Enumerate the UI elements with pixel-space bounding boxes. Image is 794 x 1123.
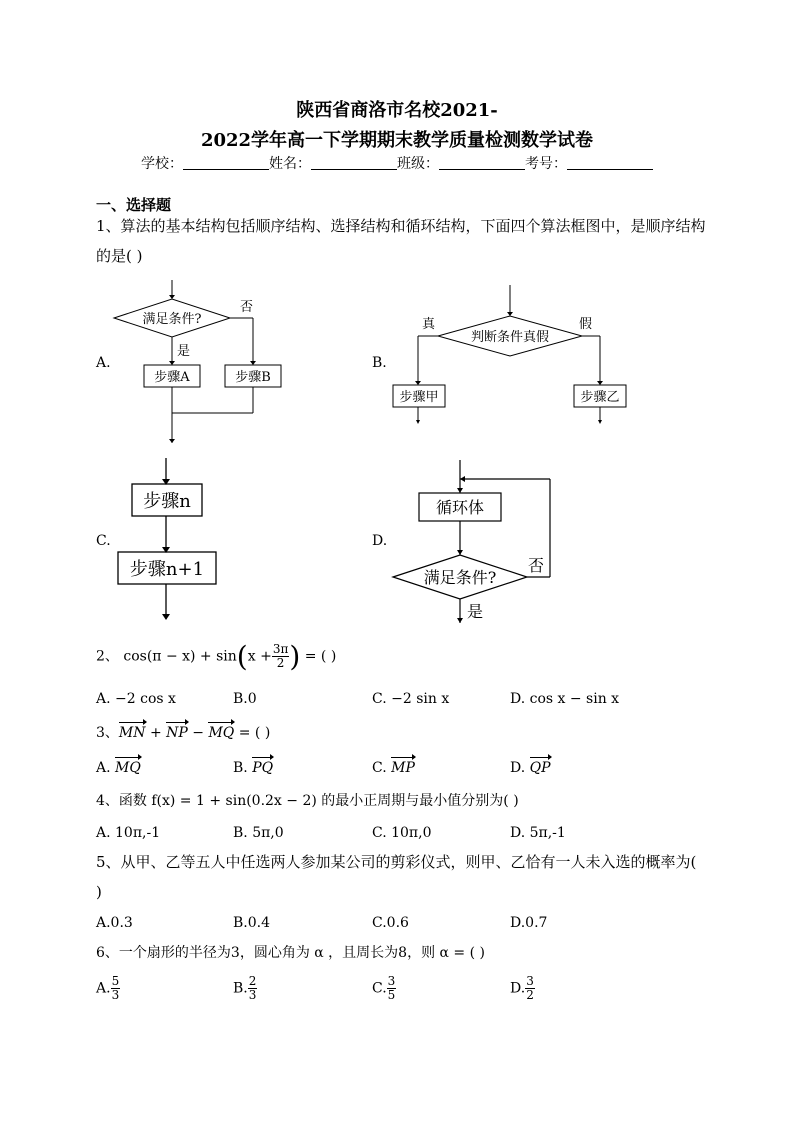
flowchart-d-condition: 满足条件?: [423, 568, 497, 587]
school-label: 学校：: [141, 156, 183, 172]
q1-option-a-label: A.: [96, 355, 111, 371]
flowchart-b: [385, 280, 645, 430]
option-vector: MP: [391, 760, 415, 776]
number-label: 考号：: [525, 156, 567, 172]
fraction-numerator: 5: [111, 974, 120, 988]
student-info-line: [0, 153, 794, 173]
q6-option-d[interactable]: [510, 975, 535, 1002]
q5-option-c[interactable]: C.0.6: [372, 915, 409, 931]
fraction-denominator: 3: [111, 988, 120, 1002]
fraction-denominator: 3: [248, 988, 257, 1002]
number-blank[interactable]: [567, 155, 653, 170]
question-1-text: 1、算法的基本结构包括顺序结构、选择结构和循环结构，下面四个算法框图中，是顺序结构的是( ): [96, 217, 706, 265]
q2-option-b[interactable]: B.0: [233, 691, 257, 707]
flowchart-b-condition: 判断条件真假: [470, 330, 550, 345]
vector-mn: MN: [118, 725, 146, 741]
flowchart-c: [112, 455, 232, 625]
class-label: 班级：: [397, 156, 439, 172]
option-fraction: [111, 975, 121, 1002]
q6-option-a[interactable]: [96, 975, 120, 1002]
option-letter: A.: [96, 760, 111, 776]
q2-option-c[interactable]: C. −2 sin x: [372, 691, 450, 707]
q5-option-a[interactable]: A.0.3: [96, 915, 133, 931]
class-blank[interactable]: [439, 155, 525, 170]
q4-option-a[interactable]: A. 10π,-1: [96, 825, 161, 841]
flowchart-d-no: 否: [528, 556, 545, 575]
option-letter: C.: [372, 980, 387, 997]
plus-sign: +: [149, 725, 162, 741]
flowchart-b-true: 真: [422, 317, 436, 332]
option-letter: B.: [233, 760, 248, 776]
q2-option-a[interactable]: A. −2 cos x: [96, 691, 176, 707]
flowchart-d: [385, 455, 565, 630]
q3-option-a[interactable]: [96, 760, 141, 776]
flowchart-a: [100, 275, 310, 450]
vector-np: NP: [166, 725, 188, 741]
question-6-text: 6、一个扇形的半径为3，圆心角为 α ，且周长为8，则 α = ( ): [96, 945, 485, 961]
q4-option-d[interactable]: D. 5π,-1: [510, 825, 566, 841]
q6-option-b[interactable]: [233, 975, 257, 1002]
option-letter: B.: [233, 980, 248, 997]
question-3-text: [96, 722, 270, 742]
question-3-tail: = ( ): [238, 725, 271, 741]
exam-title-line2: 2022学年高一下学期期末教学质量检测数学试卷: [200, 130, 594, 151]
option-fraction: [387, 975, 397, 1002]
option-fraction: [525, 975, 535, 1002]
question-5-text: 5、从甲、乙等五人中任选两人参加某公司的剪彩仪式，则甲、乙恰有一人未入选的概率为( ): [96, 853, 697, 901]
q1-option-c-label: C.: [96, 533, 111, 549]
minus-sign: −: [192, 725, 205, 741]
fraction-numerator: 3π: [272, 642, 289, 656]
q5-option-b[interactable]: B.0.4: [233, 915, 271, 931]
fraction-denominator: 5: [387, 988, 396, 1002]
q4-option-b[interactable]: B. 5π,0: [233, 825, 284, 841]
fraction-numerator: 3: [526, 974, 534, 988]
flowchart-a-condition: 满足条件?: [142, 312, 202, 327]
exam-title-line1: 陕西省商洛市名校2021-: [296, 100, 498, 121]
q2-option-d[interactable]: D. cos x − sin x: [510, 691, 620, 707]
q3-option-d[interactable]: [510, 760, 551, 776]
q1-option-d-label: D.: [372, 533, 388, 549]
flowchart-a-yes: 是: [177, 344, 191, 359]
flowchart-c-step2: 步骤n+1: [129, 559, 205, 580]
flowchart-c-step1: 步骤n: [143, 491, 191, 512]
question-2-expr-inner: x +: [247, 648, 272, 665]
question-2-fraction: [272, 643, 290, 670]
question-2-number: 2、: [96, 648, 119, 665]
q5-option-d[interactable]: D.0.7: [510, 915, 548, 931]
fraction-numerator: 3: [387, 974, 396, 988]
question-2-expr-start: cos(π − x) + sin: [123, 648, 237, 665]
flowchart-a-step-a: 步骤A: [154, 370, 190, 385]
question-3-number: 3、: [96, 725, 119, 741]
section-heading: 一、选择题: [96, 196, 172, 214]
school-blank[interactable]: [183, 155, 269, 170]
question-4-text: 4、函数 f(x) = 1 + sin(0.2x − 2) 的最小正周期与最小值分别为( ): [96, 793, 519, 809]
q1-option-b-label: B.: [372, 355, 387, 371]
name-label: 姓名：: [269, 156, 311, 172]
q3-option-b[interactable]: [233, 760, 273, 776]
fraction-numerator: 2: [248, 974, 257, 988]
flowchart-b-step2: 步骤乙: [580, 390, 620, 405]
option-vector: QP: [529, 760, 551, 776]
flowchart-d-body: 循环体: [435, 498, 485, 517]
flowchart-b-step1: 步骤甲: [399, 390, 439, 405]
option-vector: MQ: [115, 760, 141, 776]
flowchart-a-no: 否: [240, 300, 254, 315]
q4-option-c[interactable]: C. 10π,0: [372, 825, 432, 841]
option-letter: C.: [372, 760, 387, 776]
fraction-denominator: 2: [276, 656, 285, 670]
name-blank[interactable]: [311, 155, 397, 170]
option-vector: PQ: [252, 760, 274, 776]
flowchart-d-yes: 是: [467, 602, 484, 621]
option-letter: D.: [510, 980, 526, 997]
flowchart-a-step-b: 步骤B: [235, 370, 271, 385]
vector-mq: MQ: [208, 725, 235, 741]
q6-option-c[interactable]: [372, 975, 396, 1002]
fraction-denominator: 2: [526, 988, 534, 1002]
q3-option-c[interactable]: [372, 760, 415, 776]
question-2-text: 2、 cos(π − x) + sin(x + $\frac{3\pi}{2}$ ) = ( ): [96, 640, 337, 673]
option-letter: A.: [96, 980, 111, 997]
question-2-expr-end: = ( ): [304, 648, 337, 665]
option-fraction: [248, 975, 258, 1002]
flowchart-b-false: 假: [579, 317, 593, 332]
option-letter: D.: [510, 760, 526, 776]
